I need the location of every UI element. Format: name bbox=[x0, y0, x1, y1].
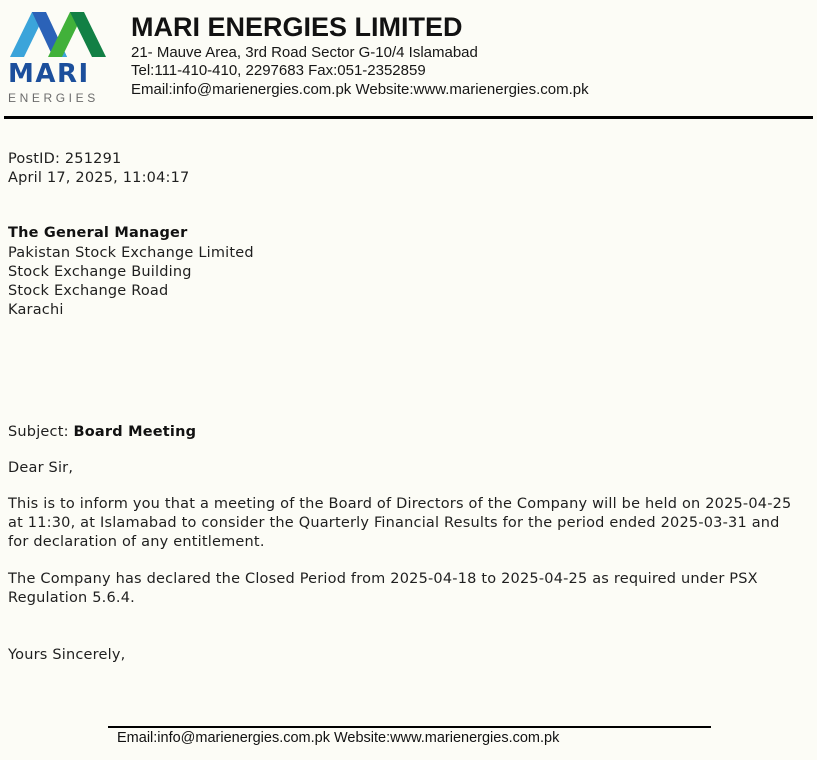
company-name: MARI ENERGIES LIMITED bbox=[131, 12, 463, 42]
closing-salutation: Yours Sincerely, bbox=[8, 647, 126, 664]
logo-dark-green-stroke bbox=[70, 12, 106, 57]
recipient-line: Karachi bbox=[8, 302, 64, 319]
recipient-line: Stock Exchange Building bbox=[8, 263, 192, 280]
paragraph-closed-period: The Company has declared the Closed Period from 2025-04-18 to 2025-04-25 as required under PSX Regulation 5.6.4. bbox=[8, 570, 758, 606]
logo-brand-text: MARI bbox=[8, 59, 90, 89]
mari-mountain-logo-icon bbox=[8, 8, 116, 58]
footer-email-website: Email:info@marienergies.com.pk Website:www.marienergies.com.pk bbox=[117, 730, 560, 746]
letterhead-text bbox=[131, 8, 589, 105]
post-meta bbox=[8, 150, 817, 188]
paragraph-meeting-notice: This is to inform you that a meeting of the Board of Directors of the Company will be held on 2025-04-25 at 11:30, at Islamabad to consider the Quarterly Financial Results for the period ended 2025-03-31 and for declaration of any entitlement. bbox=[8, 495, 792, 551]
letter-footer bbox=[108, 726, 711, 747]
company-address: 21- Mauve Area, 3rd Road Sector G-10/4 Islamabad bbox=[131, 43, 478, 61]
logo-sub-brand-text: ENERGIES bbox=[8, 91, 99, 106]
recipient-address bbox=[8, 224, 817, 320]
header-divider bbox=[4, 116, 813, 119]
company-logo bbox=[8, 8, 116, 105]
subject-value: Board Meeting bbox=[73, 423, 197, 440]
recipient-line: Stock Exchange Road bbox=[8, 283, 169, 300]
letter-body bbox=[8, 150, 817, 665]
post-id: PostID: 251291 bbox=[8, 151, 122, 168]
post-datetime: April 17, 2025, 11:04:17 bbox=[8, 170, 190, 187]
letterhead bbox=[0, 0, 817, 105]
recipient-line: Pakistan Stock Exchange Limited bbox=[8, 244, 254, 261]
company-phone-fax: Tel:111-410-410, 2297683 Fax:051-2352859 bbox=[131, 62, 426, 80]
subject-label: Subject: bbox=[8, 423, 74, 440]
subject-line bbox=[8, 423, 817, 442]
salutation: Dear Sir, bbox=[8, 459, 74, 476]
company-email-website: Email:info@marienergies.com.pk Website:www.marienergies.com.pk bbox=[131, 80, 589, 98]
recipient-name: The General Manager bbox=[8, 225, 188, 242]
